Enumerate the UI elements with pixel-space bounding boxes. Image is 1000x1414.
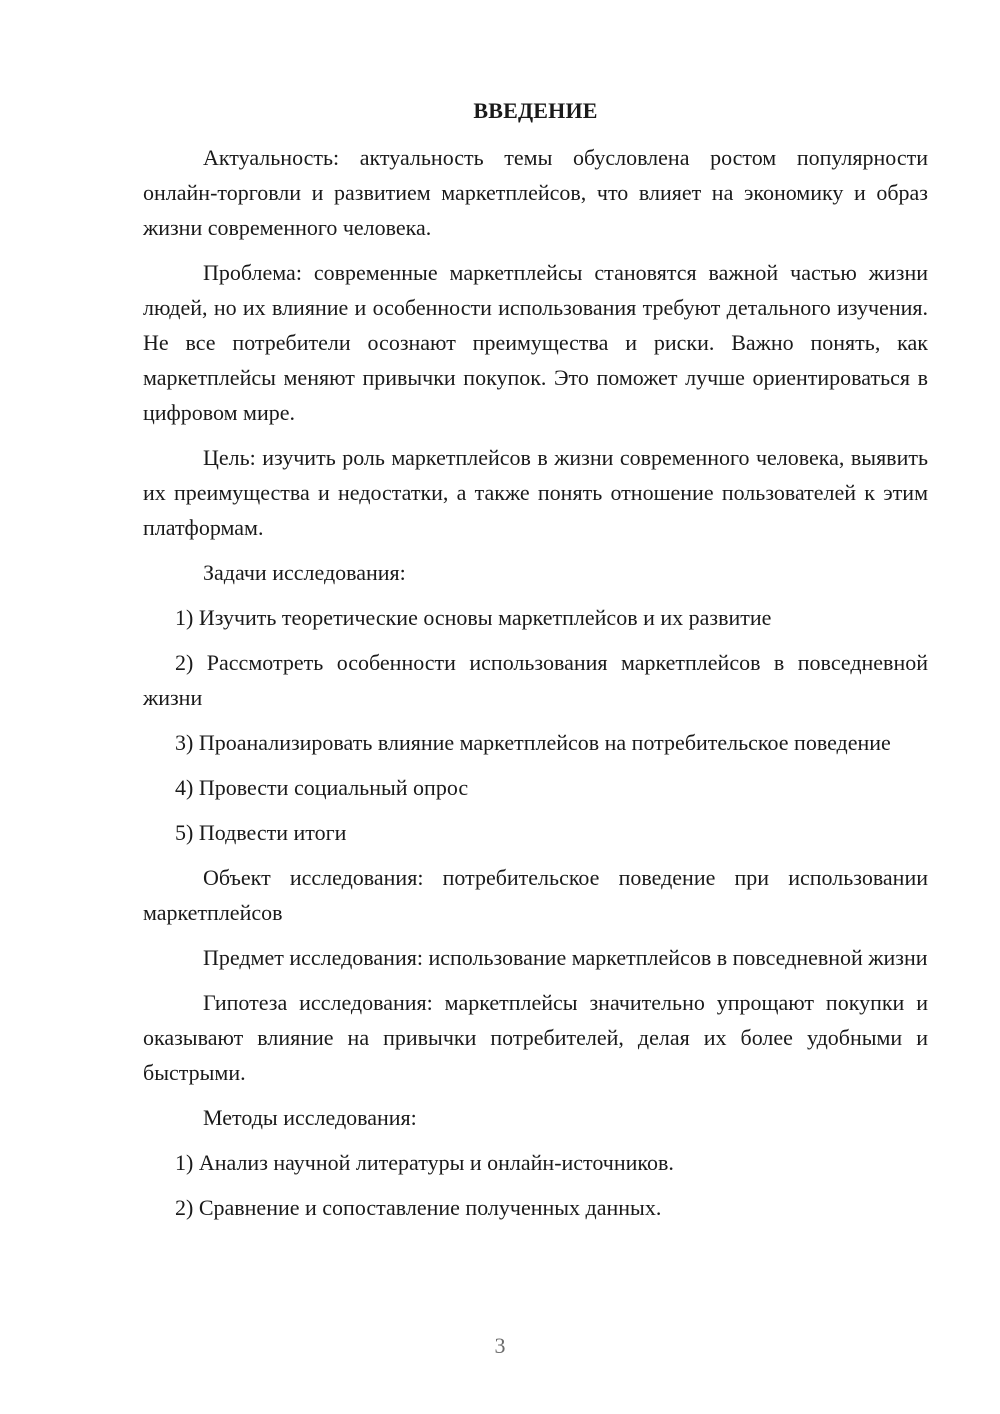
document-page	[143, 96, 928, 1235]
task-item-2: 2) Рассмотреть особенности использования маркетплейсов в повседневной жизни	[143, 650, 928, 710]
section-heading: ВВЕДЕНИЕ	[473, 98, 598, 123]
hypothesis-paragraph: Гипотеза исследования: маркетплейсы значительно упрощают покупки и оказывают влияние на привычки потребителей, делая их более удобными и быстрыми.	[143, 990, 928, 1085]
subject-paragraph: Предмет исследования: использование маркетплейсов в повседневной жизни	[203, 945, 928, 970]
page-number: 3	[494, 1333, 506, 1358]
relevance-paragraph: Актуальность: актуальность темы обусловлена ростом популярности онлайн-торговли и развитием маркетплейсов, что влияет на экономику и образ жизни современного человека.	[143, 145, 928, 240]
tasks-heading: Задачи исследования:	[203, 560, 406, 585]
goal-paragraph: Цель: изучить роль маркетплейсов в жизни современного человека, выявить их преимущества и недостатки, а также понять отношение пользователей к этим платформам.	[143, 445, 928, 540]
problem-paragraph: Проблема: современные маркетплейсы становятся важной частью жизни людей, но их влияние и особенности использования требуют детального изучения. Не все потребители осознают преимущества и риски. Важно понять, как маркетплейсы меняют привычки покупок. Это поможет лучше ориентироваться в цифровом мире.	[143, 260, 928, 425]
methods-heading: Методы исследования:	[203, 1105, 417, 1130]
method-item-1: 1) Анализ научной литературы и онлайн-источников.	[175, 1150, 674, 1175]
task-item-1: 1) Изучить теоретические основы маркетплейсов и их развитие	[175, 605, 772, 630]
task-item-3: 3) Проанализировать влияние маркетплейсов на потребительское поведение	[175, 730, 891, 755]
method-item-2: 2) Сравнение и сопоставление полученных данных.	[175, 1195, 662, 1220]
task-item-4: 4) Провести социальный опрос	[175, 775, 469, 800]
task-item-5: 5) Подвести итоги	[175, 820, 347, 845]
object-paragraph: Объект исследования: потребительское поведение при использовании маркетплейсов	[143, 865, 928, 925]
